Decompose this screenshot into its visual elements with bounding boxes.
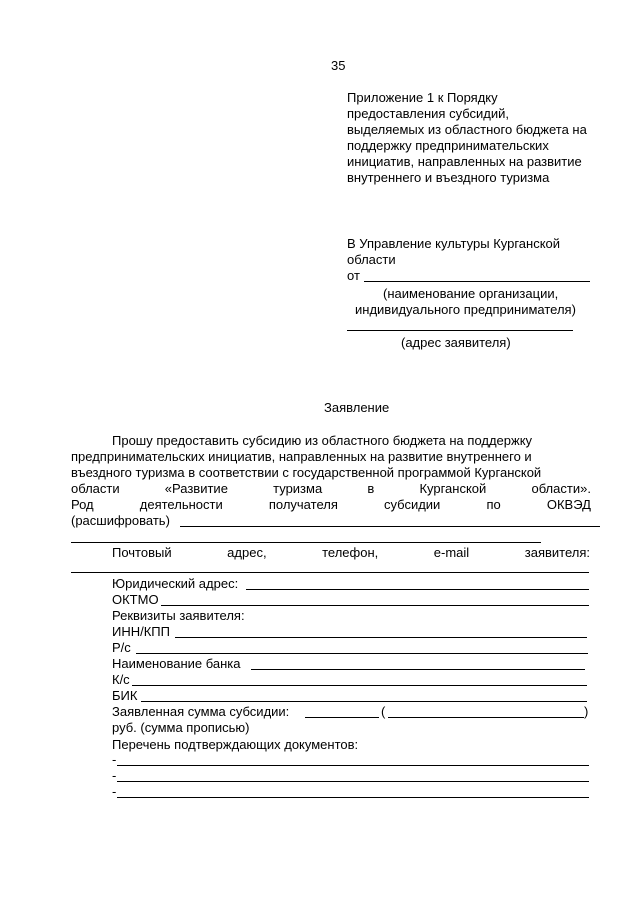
body-line: Прошу предоставить субсидию из областного бюджета на поддержку [112, 433, 533, 448]
body-line [71, 481, 591, 496]
document-item-field[interactable] [117, 781, 589, 782]
body-line [112, 545, 590, 560]
okved-field[interactable] [180, 526, 600, 527]
inn-label: ИНН/КПП [112, 624, 170, 639]
addressee-line: В Управление культуры Курганской [347, 236, 561, 251]
word: субсидии [384, 497, 441, 512]
appendix-line: внутреннего и въездного туризма [347, 170, 550, 185]
requisites-label: Реквизиты заявителя: [112, 608, 245, 623]
word: «Развитие [164, 481, 228, 496]
paren-close: ) [584, 704, 589, 719]
oktmo-field[interactable] [161, 605, 589, 606]
word: Курганской [419, 481, 487, 496]
word: e-mail [433, 545, 470, 560]
rs-field[interactable] [136, 653, 588, 654]
bank-label: Наименование банка [112, 656, 241, 671]
word: деятельности [139, 497, 223, 512]
list-dash: - [112, 752, 117, 767]
documents-label: Перечень подтверждающих документов: [112, 737, 359, 752]
address-caption: (адрес заявителя) [401, 335, 511, 350]
word: по [486, 497, 501, 512]
from-label: от [347, 268, 360, 283]
bik-label: БИК [112, 688, 138, 703]
page-number: 35 [331, 58, 346, 73]
oktmo-label: ОКТМО [112, 592, 159, 607]
ks-label: К/с [112, 672, 130, 687]
legal-address-field[interactable] [246, 589, 589, 590]
body-line: предпринимательских инициатив, направленных на развитие внутреннего и [71, 449, 532, 464]
appendix-line: поддержку предпринимательских [347, 138, 549, 153]
word: области [71, 481, 120, 496]
amount-words-label: руб. (сумма прописью) [112, 720, 250, 735]
word: области». [531, 481, 591, 496]
word: заявителя: [524, 545, 590, 560]
amount-label: Заявленная сумма субсидии: [112, 704, 290, 719]
amount-words-field[interactable] [388, 717, 584, 718]
legal-address-label: Юридический адрес: [112, 576, 239, 591]
rs-label: Р/с [112, 640, 131, 655]
paren-open: ( [381, 704, 386, 719]
document-title: Заявление [324, 400, 390, 415]
list-dash: - [112, 768, 117, 783]
ks-field[interactable] [132, 685, 587, 686]
bank-field[interactable] [251, 669, 585, 670]
addressee-line: области [347, 252, 396, 267]
list-dash: - [112, 784, 117, 799]
bik-field[interactable] [141, 701, 587, 702]
document-item-field[interactable] [117, 797, 589, 798]
decipher-label: (расшифровать) [71, 513, 170, 528]
body-line: въездного туризма в соответствии с государственной программой Курганской [71, 465, 542, 480]
address-field[interactable] [347, 330, 573, 331]
word: телефон, [322, 545, 379, 560]
document-item-field[interactable] [117, 765, 589, 766]
org-caption: индивидуального предпринимателя) [355, 302, 576, 317]
word: в [367, 481, 375, 496]
okved-field-continued[interactable] [71, 542, 541, 543]
contacts-field[interactable] [71, 572, 589, 573]
body-line [71, 497, 591, 512]
word: адрес, [227, 545, 267, 560]
org-caption: (наименование организации, [383, 286, 559, 301]
word: Род [71, 497, 94, 512]
appendix-line: предоставления субсидий, [347, 106, 510, 121]
word: Почтовый [112, 545, 172, 560]
word: туризма [273, 481, 323, 496]
appendix-line: выделяемых из областного бюджета на [347, 122, 587, 137]
word: получателя [268, 497, 338, 512]
word: ОКВЭД [546, 497, 591, 512]
inn-field[interactable] [175, 637, 587, 638]
appendix-line: инициатив, направленных на развитие [347, 154, 582, 169]
appendix-line: Приложение 1 к Порядку [347, 90, 498, 105]
from-field[interactable] [364, 281, 590, 282]
amount-field[interactable] [305, 717, 379, 718]
